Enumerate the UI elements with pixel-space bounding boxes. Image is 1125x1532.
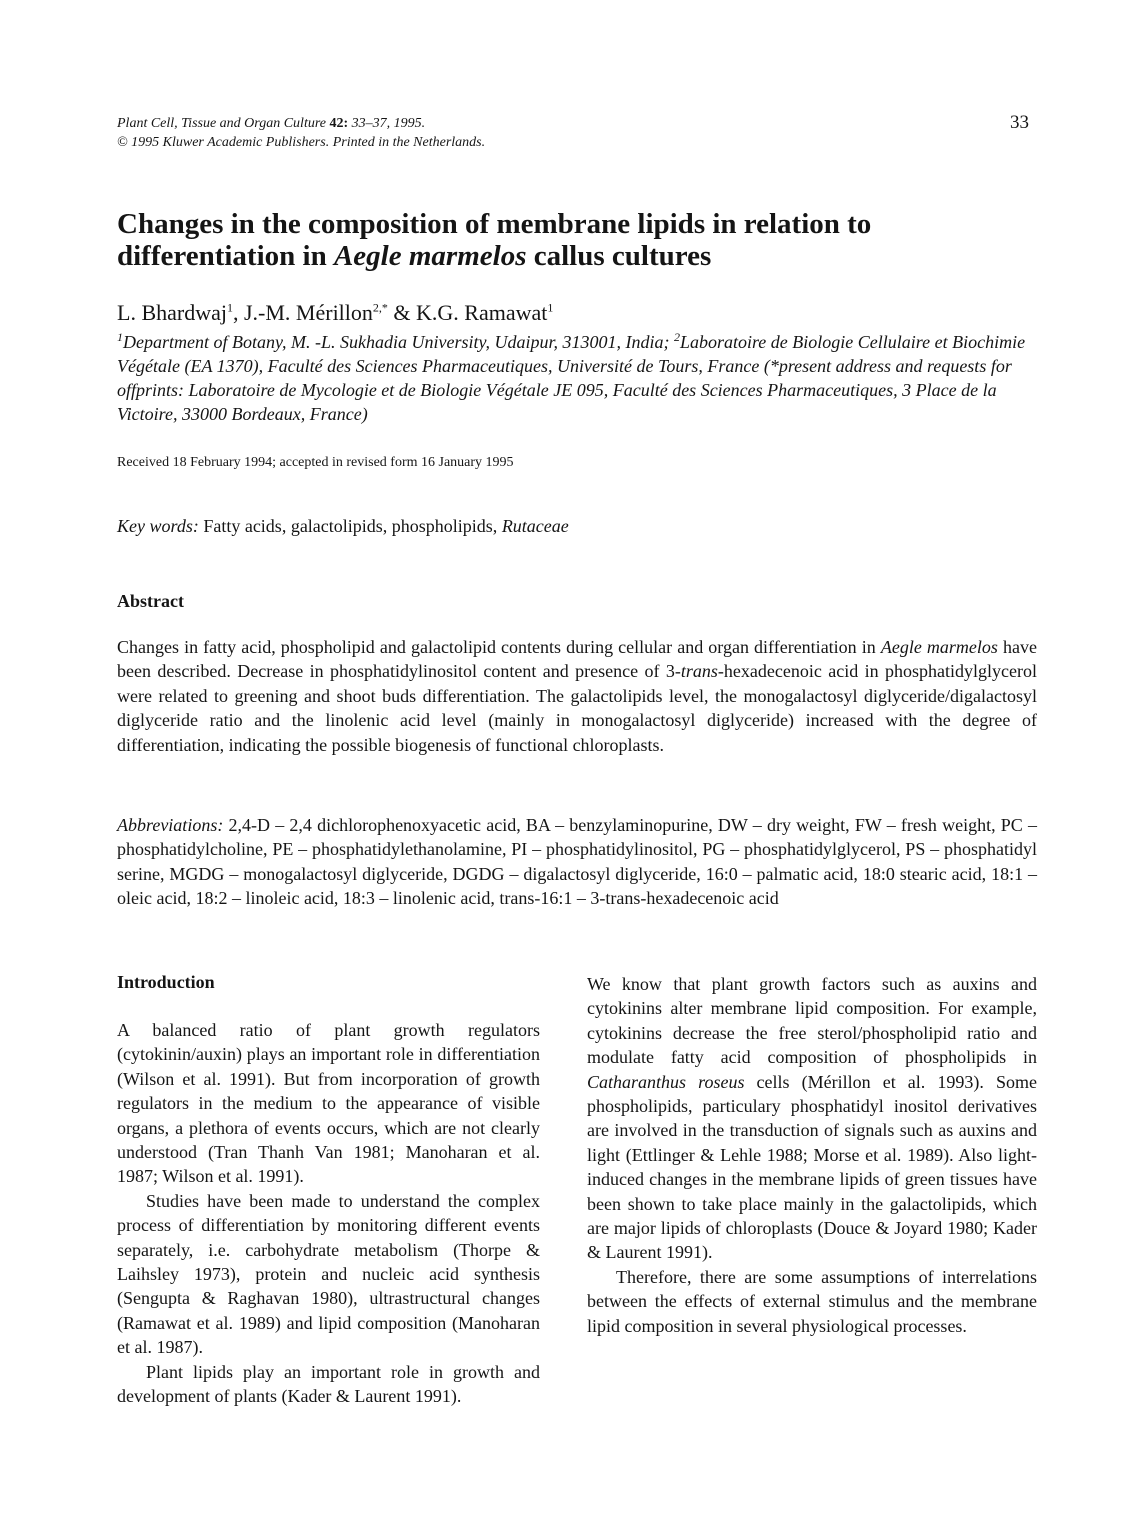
page-number: 33 <box>1010 112 1029 133</box>
paragraph: Therefore, there are some assumptions of interrelations between the effects of external stimulus and the membrane lipid composition in several physiological processes. <box>587 1266 1037 1336</box>
authors: L. Bhardwaj$^1$, J.-M. Mérillon$^{2,*}$ & K.G. Ramawat$^1$ <box>117 300 554 325</box>
introduction-heading: Introduction <box>117 972 215 992</box>
paragraph: A balanced ratio of plant growth regulators (cytokinin/auxin) plays an important role in differentiation (Wilson et al. 1991). But from incorporation of growth regulators in the medium to the appearance of visible organs, a plethora of events occurs, which are not clearly understood (Tran Thanh Van 1981; Manoharan et al. 1987; Wilson et al. 1991). <box>117 1020 540 1187</box>
abstract-text: Changes in fatty acid, phospholipid and galactolipid contents during cellular and organ differentiation in Aegle marmelos have been described. Decrease in phosphatidylinositol content and presence of 3-trans-hexadecenoic acid in phosphatidylglycerol were related to greening and shoot buds differentiation. The galactolipids level, the monogalactosyl diglyceride/digalactosyl diglyceride ratio and the linolenic acid level (mainly in monogalactosyl diglyceride) increased with the degree of differentiation, indicating the possible biogenesis of functional chloroplasts. <box>117 637 1037 755</box>
abstract-heading: Abstract <box>117 591 184 611</box>
keywords: Key words: Fatty acids, galactolipids, phospholipids, Rutaceae <box>117 516 569 536</box>
article-title: Changes in the composition of membrane lipids in relation to differentiation in Aegle marmelos callus cultures <box>117 208 872 272</box>
paragraph: Plant lipids play an important role in growth and development of plants (Kader & Laurent 1991). <box>117 1361 540 1407</box>
paragraph: We know that plant growth factors such as auxins and cytokinins alter membrane lipid composition. For example, cytokinins decrease the free sterol/phospholipid ratio and modulate fatty acid composition of phospholipids in Catharanthus roseus cells (Mérillon et al. 1993). Some phospholipids, particulary phosphatidyl inositol derivatives are involved in the transduction of signals such as auxins and light (Ettlinger & Lehle 1988; Morse et al. 1989). Also light-induced changes in the membrane lipids of green tissues have been shown to take place mainly in the galactolipids, which are major lipids of chloroplasts (Douce & Joyard 1980; Kader & Laurent 1991). <box>587 974 1037 1263</box>
left-column <box>117 1018 540 1409</box>
right-column <box>587 972 1037 1338</box>
journal-line-2: © 1995 Kluwer Academic Publishers. Printed in the Netherlands. <box>117 135 486 150</box>
journal-line-1: Plant Cell, Tissue and Organ Culture 42: 33–37, 1995. <box>117 116 426 131</box>
affiliations: $^1$Department of Botany, M. -L. Sukhadia University, Udaipur, 313001, India; $^2$Laboratoire de Biologie Cellulaire et Biochimie Végétale (EA 1370), Faculté des Sciences Pharmaceutiques, Université de Tours, France (*present address and requests for offprints: Laboratoire de Mycologie et de Biologie Végétale JE 095, Faculté des Sciences Pharmaceutiques, 3 Place de la Victoire, 33000 Bordeaux, France) <box>117 330 1026 424</box>
journal-citation <box>117 114 485 152</box>
abbreviations: Abbreviations: 2,4-D – 2,4 dichlorophenoxyacetic acid, BA – benzylaminopurine, DW – dry weight, FW – fresh weight, PC – phosphatidylcholine, PE – phosphatidylethanolamine, PI – phosphatidylinositol, PG – phosphatidylglycerol, PS – phosphatidyl serine, MGDG – monogalactosyl diglyceride, DGDG – digalactosyl diglyceride, 16:0 – palmatic acid, 18:0 stearic acid, 18:1 – oleic acid, 18:2 – linoleic acid, 18:3 – linolenic acid, trans-16:1 – 3-trans-hexadecenoic acid <box>117 815 1037 909</box>
received-dates: Received 18 February 1994; accepted in revised form 16 January 1995 <box>117 455 514 470</box>
paragraph: Studies have been made to understand the complex process of differentiation by monitoring different events separately, i.e. carbohydrate metabolism (Thorpe & Laihsley 1973), protein and nucleic acid synthesis (Sengupta & Raghavan 1980), ultrastructural changes (Ramawat et al. 1989) and lipid composition (Manoharan et al. 1987). <box>117 1190 540 1358</box>
